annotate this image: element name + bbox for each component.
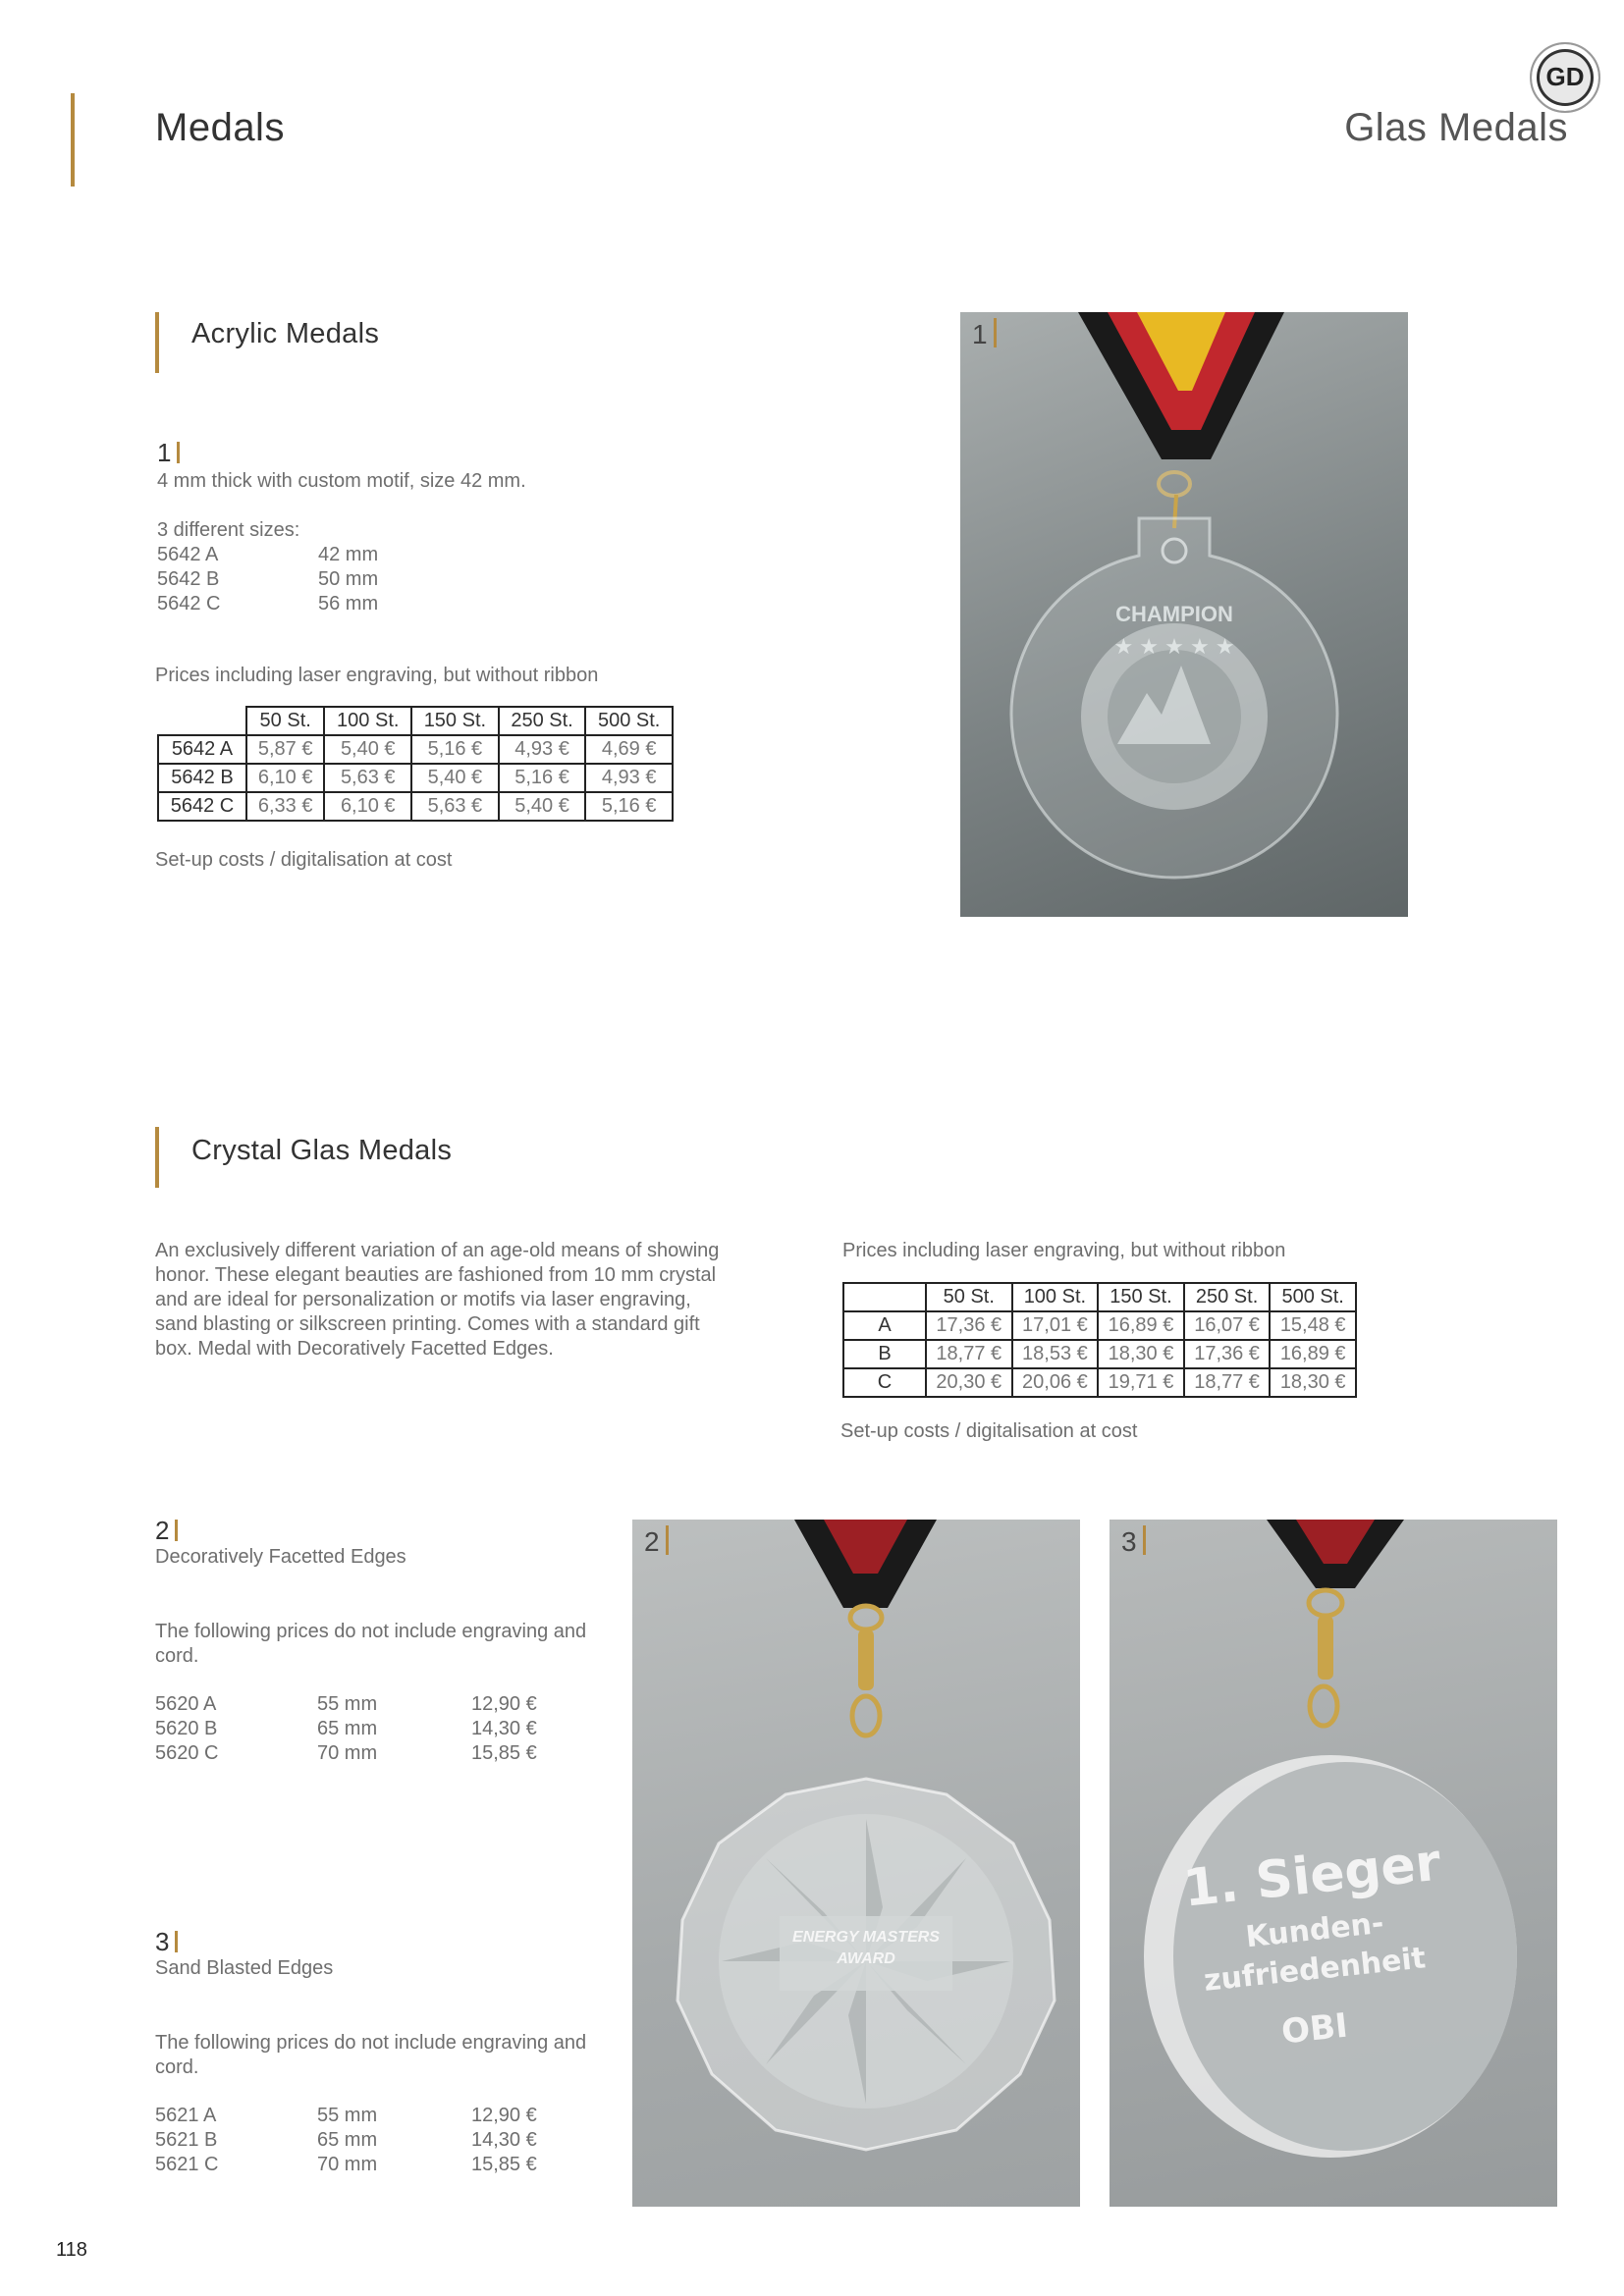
acrylic-medal-illustration — [960, 312, 1408, 917]
list-item: 5621 B 65 mm 14,30 € — [155, 2129, 537, 2151]
item2-number: 2 — [155, 1516, 178, 1546]
table-row: 5642 B 6,10 € 5,63 € 5,40 € 5,16 € 4,93 € — [158, 764, 673, 792]
table-row: C 20,30 € 20,06 € 19,71 € 18,77 € 18,30 € — [843, 1368, 1356, 1397]
acrylic-setup-note: Set-up costs / digitalisation at cost — [155, 849, 453, 871]
crystal-price-note: Prices including laser engraving, but without ribbon — [842, 1240, 1286, 1261]
table-row: B 18,77 € 18,53 € 18,30 € 17,36 € 16,89 € — [843, 1340, 1356, 1368]
page-number: 118 — [56, 2239, 87, 2261]
table-row: A 17,36 € 17,01 € 16,89 € 16,07 € 15,48 € — [843, 1311, 1356, 1340]
facetted-medal-illustration — [632, 1520, 1080, 2207]
item3-title: Sand Blasted Edges — [155, 1957, 334, 1979]
energy-masters-engraving: ENERGY MASTERS — [792, 1929, 940, 1946]
photo-number: 2 — [644, 1525, 669, 1558]
list-item: 5621 A 55 mm 12,90 € — [155, 2105, 537, 2126]
acrylic-accent-bar — [155, 312, 159, 373]
list-item: 5620 B 65 mm 14,30 € — [155, 1718, 537, 1739]
list-item: 5642 B 50 mm — [157, 568, 379, 590]
obi-engraving: OBI — [1279, 2005, 1350, 2053]
table-header-row: 50 St. 100 St. 150 St. 250 St. 500 St. — [843, 1283, 1356, 1311]
acrylic-description: 4 mm thick with custom motif, size 42 mm. — [157, 470, 526, 492]
item3-number: 3 — [155, 1927, 178, 1957]
crystal-description: An exclusively different variation of an age-old means of showing honor. These elegant beauties are fashioned from 10 mm crystal and are ideal for personalization or motifs via laser engraving, sand blasting or silkscreen printing. Comes with a standard gift box. Medal with Decoratively Facetted Edges. — [155, 1240, 720, 1360]
crystal-setup-note: Set-up costs / digitalisation at cost — [840, 1420, 1138, 1442]
brand-logo — [1530, 42, 1600, 113]
header-accent-bar — [71, 93, 75, 187]
list-item: 5620 A 55 mm 12,90 € — [155, 1693, 537, 1715]
photo-number: 3 — [1121, 1525, 1146, 1558]
facetted-medal-photo — [632, 1520, 1080, 2207]
page-title: Medals — [155, 106, 285, 149]
acrylic-sizes-list — [157, 543, 378, 616]
svg-text:★ ★ ★ ★ ★: ★ ★ ★ ★ ★ — [1113, 634, 1235, 659]
table-row: 5642 C 6,33 € 6,10 € 5,63 € 5,40 € 5,16 € — [158, 792, 673, 821]
item2-note: The following prices do not include engraving and cord. — [155, 1621, 587, 1667]
zufriedenheit-engraving: zufriedenheit — [1202, 1941, 1428, 1999]
item2-title: Decoratively Facetted Edges — [155, 1546, 406, 1568]
sieger-engraving: 1. Sieger — [1180, 1833, 1443, 1919]
acrylic-medal-photo — [960, 312, 1408, 917]
acrylic-price-note: Prices including laser engraving, but without ribbon — [155, 665, 599, 686]
list-item: 5621 C 70 mm 15,85 € — [155, 2154, 537, 2175]
table-row: 5642 A 5,87 € 5,40 € 5,16 € 4,93 € 4,69 € — [158, 735, 673, 764]
kunden-engraving: Kunden- — [1244, 1905, 1385, 1955]
item3-price-list — [155, 2104, 537, 2177]
acrylic-price-table — [157, 706, 674, 822]
sandblasted-medal-illustration — [1110, 1520, 1557, 2207]
crystal-heading: Crystal Glas Medals — [191, 1135, 453, 1166]
brand-logo-text: GD — [1545, 62, 1585, 91]
list-item: 5620 C 70 mm 15,85 € — [155, 1742, 537, 1764]
list-item: 5642 A 42 mm — [157, 544, 379, 565]
crystal-price-table — [842, 1282, 1357, 1398]
item3-note: The following prices do not include engraving and cord. — [155, 2032, 587, 2078]
item2-price-list — [155, 1692, 537, 1766]
champion-engraving: CHAMPION — [1115, 602, 1233, 626]
acrylic-item-number: 1 — [157, 438, 180, 468]
list-item: 5642 C 56 mm — [157, 593, 379, 614]
crystal-accent-bar — [155, 1127, 159, 1188]
sandblasted-medal-photo — [1110, 1520, 1557, 2207]
table-header-row: 50 St. 100 St. 150 St. 250 St. 500 St. — [158, 707, 673, 735]
acrylic-sizes-intro: 3 different sizes: — [157, 519, 300, 541]
award-engraving: AWARD — [837, 1950, 895, 1967]
page-subtitle: Glas Medals — [1344, 106, 1568, 149]
acrylic-heading: Acrylic Medals — [191, 318, 380, 349]
photo-number: 1 — [972, 318, 997, 350]
